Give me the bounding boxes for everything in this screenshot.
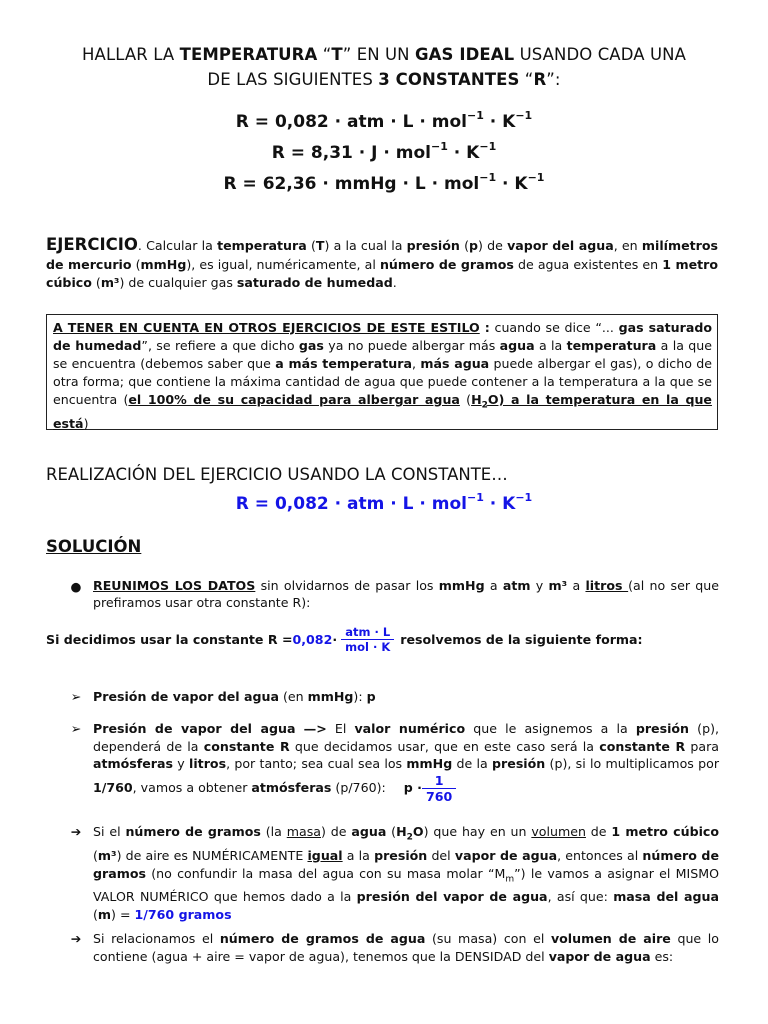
bold-text: gas xyxy=(298,338,324,353)
exponent: −1 xyxy=(479,171,497,184)
formula-text: R = 0,082 · atm · L · mol xyxy=(235,494,467,514)
bold-text: litros xyxy=(189,756,227,771)
exponent: −1 xyxy=(527,171,545,184)
density-paragraph xyxy=(93,930,719,966)
formula-text: · K xyxy=(496,174,528,194)
bold-text: temperatura xyxy=(217,238,307,253)
text: (p/760): xyxy=(331,779,386,795)
bold-text: p · xyxy=(403,780,422,796)
text: ) de xyxy=(478,238,508,253)
text: . Calcular la xyxy=(137,238,218,253)
text: del xyxy=(427,847,455,863)
text: ) de cualquier gas xyxy=(119,275,237,290)
text: Si el xyxy=(93,824,126,839)
bold-text: masa del agua xyxy=(613,889,719,905)
bold-text: presión xyxy=(374,847,428,863)
text: a xyxy=(567,578,586,593)
bold-text: presión xyxy=(635,721,690,736)
text: a la xyxy=(534,338,567,353)
text: puede albergar el gas), o dicho de otra forma; que contiene la máxima cantidad de agua que puede contener a la temperatura a la que se encuentra ( xyxy=(53,356,713,407)
text: a xyxy=(484,578,503,593)
text: O xyxy=(412,824,424,839)
text: que le asignemos a la xyxy=(465,721,636,736)
formula-r-atm xyxy=(0,109,768,132)
constant-choice-line xyxy=(46,625,643,654)
formula-text: · K xyxy=(483,494,516,514)
bold-text: agua xyxy=(351,824,387,839)
title-text: “ xyxy=(519,70,534,89)
formula-r-mmhg xyxy=(0,171,768,194)
bold-text: saturado de humedad xyxy=(236,275,393,290)
bold-text: presión xyxy=(492,756,546,771)
constant-value: 0,082 xyxy=(292,631,333,647)
text: ), es igual, numéricamente, al xyxy=(186,256,380,272)
bold-text: mmHg xyxy=(406,756,453,771)
bold-text: m³ xyxy=(100,275,120,290)
title-bold: GAS IDEAL xyxy=(414,45,515,64)
page-title xyxy=(40,42,728,92)
text: y xyxy=(173,756,190,771)
bold-text: número de gramos xyxy=(125,824,261,839)
bold-text: m³ xyxy=(97,847,117,863)
title-text: HALLAR LA xyxy=(82,45,180,64)
text: , así que: xyxy=(547,889,614,905)
text: (no confundir la masa del agua con su masa molar “M xyxy=(146,865,506,881)
formula-text: · K xyxy=(483,112,516,132)
bold-text: atmósferas xyxy=(93,756,174,771)
text: resolvemos de la siguiente forma: xyxy=(400,631,643,647)
bold-text: número de gramos de agua xyxy=(219,931,426,946)
gather-data-paragraph xyxy=(93,577,719,611)
text: sin olvidarnos de pasar los xyxy=(255,578,439,593)
subscript: 2 xyxy=(481,400,488,411)
text: H xyxy=(471,392,482,407)
text: ”, se refiere a que dicho xyxy=(141,338,299,353)
bold-text: m xyxy=(97,907,112,923)
bold-text: presión xyxy=(406,238,460,253)
bold-text: 1/760 xyxy=(93,779,133,795)
text: ) de xyxy=(321,824,352,839)
bold-text: gas saturado xyxy=(618,320,712,335)
bold-text: de humedad xyxy=(53,338,142,353)
formula-text: R = 8,31 · J · mol xyxy=(271,143,432,163)
text: es: xyxy=(650,949,674,964)
bold-text: mmHg xyxy=(140,256,187,272)
formula-text: R = 62,36 · mmHg · L · mol xyxy=(223,174,480,194)
title-text: ” EN UN xyxy=(342,45,415,64)
text: de la xyxy=(452,756,493,771)
text: ( xyxy=(459,238,469,253)
text: ) xyxy=(83,415,89,431)
bold-text: volumen de aire xyxy=(550,931,671,946)
underlined-text: volumen xyxy=(531,824,586,839)
text: (su masa) con el xyxy=(425,931,551,946)
text: ) de aire es NUMÉRICAMENTE xyxy=(116,847,308,863)
text: (al no ser que prefiramos usar otra constante R): xyxy=(93,578,719,610)
underlined-bold-text: litros xyxy=(585,578,629,593)
realization-heading: REALIZACIÓN DEL EJERCICIO USANDO LA CONSTANTE… xyxy=(46,465,508,484)
exponent: −1 xyxy=(466,109,484,122)
text: (p), dependerá de la xyxy=(93,721,719,754)
arrow-bullet-icon: ➔ xyxy=(70,931,82,946)
text: que decidamos usar, que en este caso será la xyxy=(289,738,600,754)
bold-text: más agua xyxy=(420,356,490,371)
subscript: 2 xyxy=(406,832,413,843)
bold-text: p xyxy=(366,689,376,704)
formula-realization xyxy=(0,491,768,514)
note-heading: A TENER EN CUENTA EN OTROS EJERCICIOS DE ESTE ESTILO xyxy=(53,320,480,335)
bold-text: atmósferas xyxy=(251,779,332,795)
text: a la que se encuentra (debemos saber que xyxy=(53,338,712,371)
bold-text: m³ xyxy=(548,578,568,593)
text: ( xyxy=(93,907,98,923)
text: ”) le vamos a asignar el MISMO VALOR NUMÉRICO que hemos dado a la xyxy=(93,865,720,905)
text: para xyxy=(685,738,719,754)
fraction-denominator: mol · K xyxy=(345,640,391,654)
fraction-numerator: 1 xyxy=(422,773,456,789)
bold-text: 1 metro cúbico xyxy=(611,824,720,839)
solution-heading: SOLUCIÓN xyxy=(46,537,142,556)
arrow-bullet-icon: ➔ xyxy=(70,824,82,839)
exponent: −1 xyxy=(466,491,484,504)
text: a la xyxy=(342,847,375,863)
text: ( xyxy=(386,824,397,839)
underlined-bold-text: REUNIMOS LOS DATOS xyxy=(93,578,256,593)
text: ya no puede albergar más xyxy=(323,338,500,353)
title-bold: 3 CONSTANTES xyxy=(378,70,520,89)
pressure-fraction xyxy=(422,773,456,804)
text: , vamos a obtener xyxy=(132,779,252,795)
title-text: DE LAS SIGUIENTES xyxy=(207,70,379,89)
exponent: −1 xyxy=(479,140,497,153)
bold-text: valor numérico xyxy=(354,721,466,736)
subscript: m xyxy=(505,874,515,885)
bullet-icon: ● xyxy=(70,579,82,594)
text: y xyxy=(530,578,549,593)
text: . xyxy=(392,275,397,290)
bold-text: p xyxy=(469,238,479,253)
bold-text: T xyxy=(315,238,325,253)
text: (p), si lo multiplicamos por xyxy=(545,756,719,771)
bold-text: vapor de agua xyxy=(548,949,651,964)
text: que lo contiene (agua + aire = vapor de agua), tenemos que la DENSIDAD del xyxy=(93,931,719,964)
bold-text: temperatura xyxy=(566,338,657,353)
formula-h2o xyxy=(396,824,424,843)
bold-text: constante R xyxy=(203,738,290,754)
text: ) = xyxy=(111,907,135,923)
text: ( xyxy=(459,392,472,407)
text: , entonces al xyxy=(557,847,643,863)
title-text: ”: xyxy=(546,70,561,89)
text: (la xyxy=(260,824,287,839)
bold-text: número de gramos xyxy=(93,847,719,881)
underlined-bold-text: el 100% de su capacidad para albergar agua xyxy=(128,392,460,407)
title-bold: R xyxy=(533,70,547,89)
title-bold: TEMPERATURA xyxy=(179,45,318,64)
underlined-text: masa xyxy=(286,824,321,839)
exponent: −1 xyxy=(431,140,448,153)
note-box xyxy=(46,314,718,430)
formula-r-joule xyxy=(0,140,768,163)
bold-text: milímetros de mercurio xyxy=(46,238,718,272)
bold-text: vapor del agua xyxy=(507,238,614,253)
bold-text: Presión de vapor del agua xyxy=(93,721,296,736)
text: cuando se dice “... xyxy=(489,320,619,335)
text: ( xyxy=(131,256,141,272)
fraction-numerator: atm · L xyxy=(341,625,394,640)
text: (en xyxy=(278,689,308,704)
text: , en xyxy=(613,238,642,253)
bold-text: constante R xyxy=(599,738,686,754)
text: ): xyxy=(353,689,367,704)
pressure-expression xyxy=(404,773,456,804)
exercise-paragraph xyxy=(46,236,718,293)
text: ) a la cual la xyxy=(324,238,407,253)
bold-text: : xyxy=(479,320,490,335)
bold-text: vapor de agua xyxy=(454,847,558,863)
bold-text: mmHg xyxy=(307,689,354,704)
formula-text: R = 0,082 · atm · L · mol xyxy=(235,112,467,132)
title-text: USANDO CADA UNA xyxy=(514,45,686,64)
text: Si relacionamos el xyxy=(93,931,220,946)
text: · xyxy=(332,631,338,647)
bold-text: 1 metro cúbico xyxy=(46,256,719,290)
text: de agua existentes en xyxy=(513,256,663,272)
unit-fraction xyxy=(341,625,394,654)
exponent: −1 xyxy=(515,109,533,122)
arrow-bullet-icon: ➢ xyxy=(70,721,82,736)
exponent: −1 xyxy=(515,491,533,504)
arrow-bullet-icon: ➢ xyxy=(70,689,82,704)
text: ( xyxy=(93,847,98,863)
bold-text: a más temperatura xyxy=(275,356,412,371)
text: , xyxy=(411,356,421,371)
bold-text: Presión de vapor del agua xyxy=(93,689,279,704)
bold-text: número de gramos xyxy=(379,256,514,272)
text: de xyxy=(585,824,612,839)
title-text: “ xyxy=(317,45,332,64)
bold-text: mmHg xyxy=(438,578,485,593)
underlined-bold-text: igual xyxy=(307,847,343,863)
text: ( xyxy=(91,275,101,290)
formula-text: · K xyxy=(447,143,480,163)
water-mass-value: 1/760 gramos xyxy=(134,907,232,923)
bold-text: atm xyxy=(502,578,531,593)
vapor-pressure-line xyxy=(93,688,376,706)
exercise-heading: EJERCICIO xyxy=(46,235,138,254)
text: Si decidimos usar la constante R = xyxy=(46,631,293,647)
text: El xyxy=(326,721,355,736)
vapor-pressure-explanation xyxy=(93,720,719,804)
bold-text: agua xyxy=(499,338,535,353)
text xyxy=(295,721,303,736)
text: ) que hay en un xyxy=(423,824,532,839)
water-mass-paragraph xyxy=(93,823,719,924)
bold-text: presión del vapor de agua xyxy=(356,889,548,905)
fraction-denominator: 760 xyxy=(425,788,453,804)
title-bold: T xyxy=(331,45,343,64)
text: , por tanto; sea cual sea los xyxy=(226,756,407,771)
text: H xyxy=(396,824,407,839)
bold-text: —> xyxy=(303,721,327,736)
text: O) a la temperatura en la que está xyxy=(53,392,712,431)
text: ( xyxy=(306,238,316,253)
